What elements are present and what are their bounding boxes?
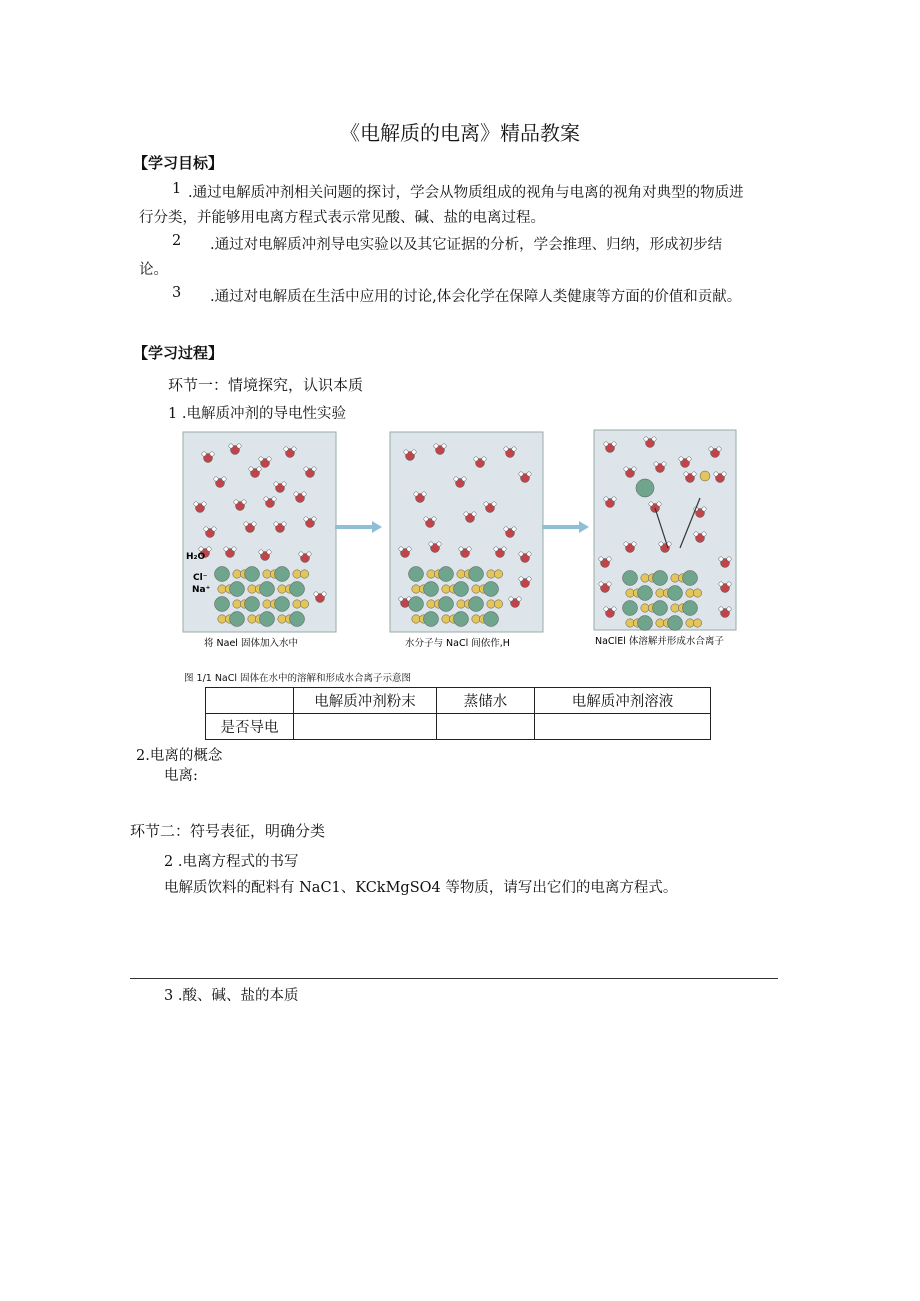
sodium-ion (412, 585, 420, 593)
sodium-ion (248, 585, 256, 593)
hydrogen-atom (519, 552, 523, 556)
hydrogen-atom (684, 472, 688, 476)
hydrogen-atom (604, 442, 608, 446)
hydrogen-atom (632, 467, 636, 471)
hydrogen-atom (632, 542, 636, 546)
item-conductivity-experiment: 1 .电解质冲剂的导电性实验 (168, 406, 346, 422)
hydrogen-atom (302, 492, 306, 496)
sodium-ion (300, 570, 308, 578)
sodium-ion (278, 615, 286, 623)
hydrogen-atom (237, 444, 241, 448)
chloride-ion (275, 567, 290, 582)
hydrogen-atom (599, 557, 603, 561)
hydrogen-atom (414, 492, 418, 496)
item-ionization-equations: 2 .电离方程式的书写 (164, 854, 299, 870)
hydrogen-atom (312, 517, 316, 521)
item-acid-base-salt: 3 .酸、碱、盐的本质 (164, 988, 299, 1004)
label-na: Na⁺ (192, 585, 211, 595)
sodium-ion (412, 615, 420, 623)
hydrogen-atom (654, 462, 658, 466)
hydrogen-atom (252, 522, 256, 526)
hydrogen-atom (612, 442, 616, 446)
panel-3 (594, 430, 736, 630)
goal-2-number: 2 (172, 233, 182, 249)
sodium-ion (472, 615, 480, 623)
hydrogen-atom (504, 447, 508, 451)
hydrogen-atom (399, 547, 403, 551)
hydrogen-atom (284, 447, 288, 451)
hydrogen-atom (244, 522, 248, 526)
hydrogen-atom (432, 517, 436, 521)
chloride-ion (469, 567, 484, 582)
nacl-dissolution-figure (180, 428, 740, 668)
goal-1-line-2: 行分类，并能够用电离方程式表示常见酸、碱、盐的电离过程。 (139, 210, 545, 226)
hydrogen-atom (404, 450, 408, 454)
hydrogen-atom (624, 467, 628, 471)
hydrogen-atom (282, 522, 286, 526)
chloride-ion (454, 582, 469, 597)
hydrogen-atom (464, 512, 468, 516)
hydrogen-atom (504, 527, 508, 531)
hydrogen-atom (727, 607, 731, 611)
hydrogen-atom (210, 452, 214, 456)
sodium-ion (248, 615, 256, 623)
chloride-ion (653, 601, 668, 616)
hydrogen-atom (307, 552, 311, 556)
hydrogen-atom (492, 502, 496, 506)
hydrogen-atom (442, 444, 446, 448)
table-cell[interactable] (535, 714, 711, 740)
hydrogen-atom (292, 447, 296, 451)
chloride-ion (636, 479, 654, 497)
chloride-ion (409, 597, 424, 612)
chloride-ion (668, 616, 683, 631)
sodium-ion (686, 589, 694, 597)
table-header-row (206, 688, 711, 714)
sodium-ion (233, 570, 241, 578)
hydrogen-atom (502, 547, 506, 551)
hydrogen-atom (282, 482, 286, 486)
process-heading: 【学习过程】 (133, 344, 224, 362)
hydrogen-atom (484, 502, 488, 506)
hydrogen-atom (232, 547, 236, 551)
sodium-ion (626, 589, 634, 597)
chloride-ion (683, 571, 698, 586)
hydrogen-atom (234, 500, 238, 504)
hydrogen-atom (612, 497, 616, 501)
sodium-ion (442, 585, 450, 593)
hydrogen-atom (454, 477, 458, 481)
hydrogen-atom (482, 457, 486, 461)
hydrogen-atom (652, 437, 656, 441)
chloride-ion (439, 567, 454, 582)
chloride-ion (215, 567, 230, 582)
conductivity-table (205, 687, 711, 740)
sodium-ion (293, 570, 301, 578)
hydrogen-atom (624, 542, 628, 546)
hydrogen-atom (509, 597, 513, 601)
row-label-conductive: 是否导电 (206, 714, 294, 740)
hydrogen-atom (429, 542, 433, 546)
hydrogen-atom (679, 457, 683, 461)
hydrogen-atom (259, 457, 263, 461)
hydrogen-atom (204, 527, 208, 531)
hydrogen-atom (399, 597, 403, 601)
chloride-ion (275, 597, 290, 612)
hydrogen-atom (719, 557, 723, 561)
sodium-ion (487, 600, 495, 608)
hydrogen-atom (272, 497, 276, 501)
hydrogen-atom (702, 532, 706, 536)
divider (130, 978, 778, 979)
hydrogen-atom (727, 582, 731, 586)
goal-2-line-1: .通过对电解质冲剂导电实验以及其它证据的分析，学会推理、归纳，形成初步结 (210, 237, 723, 253)
hydrogen-atom (434, 444, 438, 448)
hydrogen-atom (214, 477, 218, 481)
chloride-ion (653, 571, 668, 586)
figure-caption: 图 1/1 NaCl 固体在水中的溶解和形成水合离子示意图 (184, 673, 412, 684)
item-ionization-concept: 2.电离的概念 (136, 748, 223, 764)
hydrogen-atom (717, 447, 721, 451)
sodium-ion (233, 600, 241, 608)
hydrogen-atom (727, 557, 731, 561)
hydrogen-atom (257, 467, 261, 471)
chloride-ion (623, 601, 638, 616)
chloride-ion (683, 601, 698, 616)
hydrogen-atom (719, 607, 723, 611)
hydrogen-atom (202, 502, 206, 506)
hydrogen-atom (519, 577, 523, 581)
hydrogen-atom (649, 502, 653, 506)
hydrogen-atom (412, 450, 416, 454)
sodium-ion (218, 615, 226, 623)
sodium-ion (671, 574, 679, 582)
hydrogen-atom (267, 550, 271, 554)
hydrogen-atom (607, 557, 611, 561)
sodium-ion (457, 600, 465, 608)
chloride-ion (638, 586, 653, 601)
caption-panel-1: 将 Nael 固体加入水中 (204, 638, 298, 649)
hydrogen-atom (612, 607, 616, 611)
hydrogen-atom (519, 472, 523, 476)
goal-2-line-2: 论。 (139, 262, 168, 278)
sodium-ion (693, 589, 701, 597)
hydrogen-atom (472, 512, 476, 516)
stage-1-heading: 环节一：情境探究，认识本质 (168, 376, 364, 394)
chloride-ion (230, 582, 245, 597)
sodium-ion (686, 619, 694, 627)
hydrogen-atom (709, 447, 713, 451)
chloride-ion (668, 586, 683, 601)
chloride-ion (454, 612, 469, 627)
sodium-ion (494, 570, 502, 578)
sodium-ion (656, 619, 664, 627)
hydrogen-atom (407, 547, 411, 551)
hydrogen-atom (199, 547, 203, 551)
chloride-ion (260, 612, 275, 627)
hydrogen-atom (662, 462, 666, 466)
label-h2o: H₂O (186, 552, 206, 562)
hydrogen-atom (312, 467, 316, 471)
hydrogen-atom (692, 472, 696, 476)
sodium-ion (278, 585, 286, 593)
sodium-ion (656, 589, 664, 597)
hydrogen-atom (274, 482, 278, 486)
page-title: 《电解质的电离》精品教案 (340, 121, 580, 145)
hydrogen-atom (314, 592, 318, 596)
chloride-ion (623, 571, 638, 586)
hydrogen-atom (714, 472, 718, 476)
chloride-ion (439, 597, 454, 612)
hydrogen-atom (462, 477, 466, 481)
sodium-ion (427, 600, 435, 608)
caption-panel-2: 水分子与 NaCl 间依作,H (405, 638, 510, 649)
table-header-cell: 电解质冲剂粉末 (294, 688, 437, 714)
goal-1-line-1: .通过电解质冲剂相关问题的探讨，学会从物质组成的视角与电离的视角对典型的物质进 (188, 185, 744, 201)
hydrogen-atom (604, 497, 608, 501)
sodium-ion (494, 600, 502, 608)
hydrogen-atom (694, 532, 698, 536)
hydrogen-atom (229, 444, 233, 448)
chloride-ion (484, 612, 499, 627)
hydrogen-atom (527, 472, 531, 476)
hydrogen-atom (517, 597, 521, 601)
goals-heading: 【学习目标】 (133, 154, 224, 172)
sodium-ion (427, 570, 435, 578)
table-row (206, 714, 711, 740)
sodium-ion (293, 600, 301, 608)
hydrogen-atom (267, 457, 271, 461)
sodium-ion (457, 570, 465, 578)
hydrogen-atom (437, 542, 441, 546)
sodium-ion (300, 600, 308, 608)
chloride-ion (424, 612, 439, 627)
hydrogen-atom (224, 547, 228, 551)
hydrogen-atom (212, 527, 216, 531)
hydrogen-atom (259, 550, 263, 554)
table-cell[interactable] (294, 714, 437, 740)
hydrogen-atom (604, 607, 608, 611)
hydrogen-atom (304, 467, 308, 471)
sodium-ion (626, 619, 634, 627)
sodium-ion (472, 585, 480, 593)
chloride-ion (245, 597, 260, 612)
hydrogen-atom (274, 522, 278, 526)
hydrogen-atom (322, 592, 326, 596)
sodium-ion (693, 619, 701, 627)
hydrogen-atom (599, 582, 603, 586)
sodium-ion (442, 615, 450, 623)
hydrogen-atom (527, 552, 531, 556)
hydrogen-atom (222, 477, 226, 481)
chloride-ion (215, 597, 230, 612)
hydrogen-atom (207, 547, 211, 551)
table-header-cell: 电解质冲剂溶液 (535, 688, 711, 714)
hydrogen-atom (659, 542, 663, 546)
sodium-ion (263, 600, 271, 608)
hydrogen-atom (242, 500, 246, 504)
hydrogen-atom (657, 502, 661, 506)
chloride-ion (469, 597, 484, 612)
hydrogen-atom (294, 492, 298, 496)
hydrogen-atom (702, 507, 706, 511)
hydrogen-atom (512, 447, 516, 451)
sodium-ion (641, 574, 649, 582)
sodium-ion (671, 604, 679, 612)
ionization-equations-prompt: 电解质饮料的配料有 NaC1、KCkMgSO4 等物质，请写出它们的电离方程式。 (164, 880, 678, 896)
hydrogen-atom (249, 467, 253, 471)
hydrogen-atom (422, 492, 426, 496)
stage-2-heading: 环节二：符号表征，明确分类 (130, 822, 326, 840)
hydrogen-atom (264, 497, 268, 501)
label-cl: Cl⁻ (193, 573, 208, 583)
hydrogen-atom (299, 552, 303, 556)
hydrogen-atom (722, 472, 726, 476)
sodium-ion (700, 471, 710, 481)
table-cell[interactable] (437, 714, 535, 740)
table-header-cell (206, 688, 294, 714)
chloride-ion (245, 567, 260, 582)
hydrogen-atom (459, 547, 463, 551)
chloride-ion (484, 582, 499, 597)
hydrogen-atom (304, 517, 308, 521)
caption-panel-3: NaClEl 体溶解并形成水合离子 (595, 636, 724, 647)
chloride-ion (290, 582, 305, 597)
chloride-ion (290, 612, 305, 627)
chloride-ion (409, 567, 424, 582)
chloride-ion (230, 612, 245, 627)
hydrogen-atom (494, 547, 498, 551)
hydrogen-atom (644, 437, 648, 441)
hydrogen-atom (202, 452, 206, 456)
chloride-ion (424, 582, 439, 597)
table-header-cell: 蒸储水 (437, 688, 535, 714)
hydrogen-atom (719, 582, 723, 586)
hydrogen-atom (424, 517, 428, 521)
chloride-ion (260, 582, 275, 597)
hydrogen-atom (194, 502, 198, 506)
goal-1-number: 1 (172, 181, 182, 197)
goal-3-number: 3 (172, 285, 182, 301)
hydrogen-atom (687, 457, 691, 461)
hydrogen-atom (474, 457, 478, 461)
hydrogen-atom (467, 547, 471, 551)
sodium-ion (641, 604, 649, 612)
sodium-ion (487, 570, 495, 578)
goal-3-line-1: .通过对电解质在生活中应用的讨论,体会化学在保障人类健康等方面的价值和贡献。 (210, 289, 742, 305)
chloride-ion (638, 616, 653, 631)
hydrogen-atom (607, 582, 611, 586)
sodium-ion (218, 585, 226, 593)
hydrogen-atom (512, 527, 516, 531)
sodium-ion (263, 570, 271, 578)
hydrogen-atom (527, 577, 531, 581)
ionization-label: 电离: (164, 768, 198, 784)
